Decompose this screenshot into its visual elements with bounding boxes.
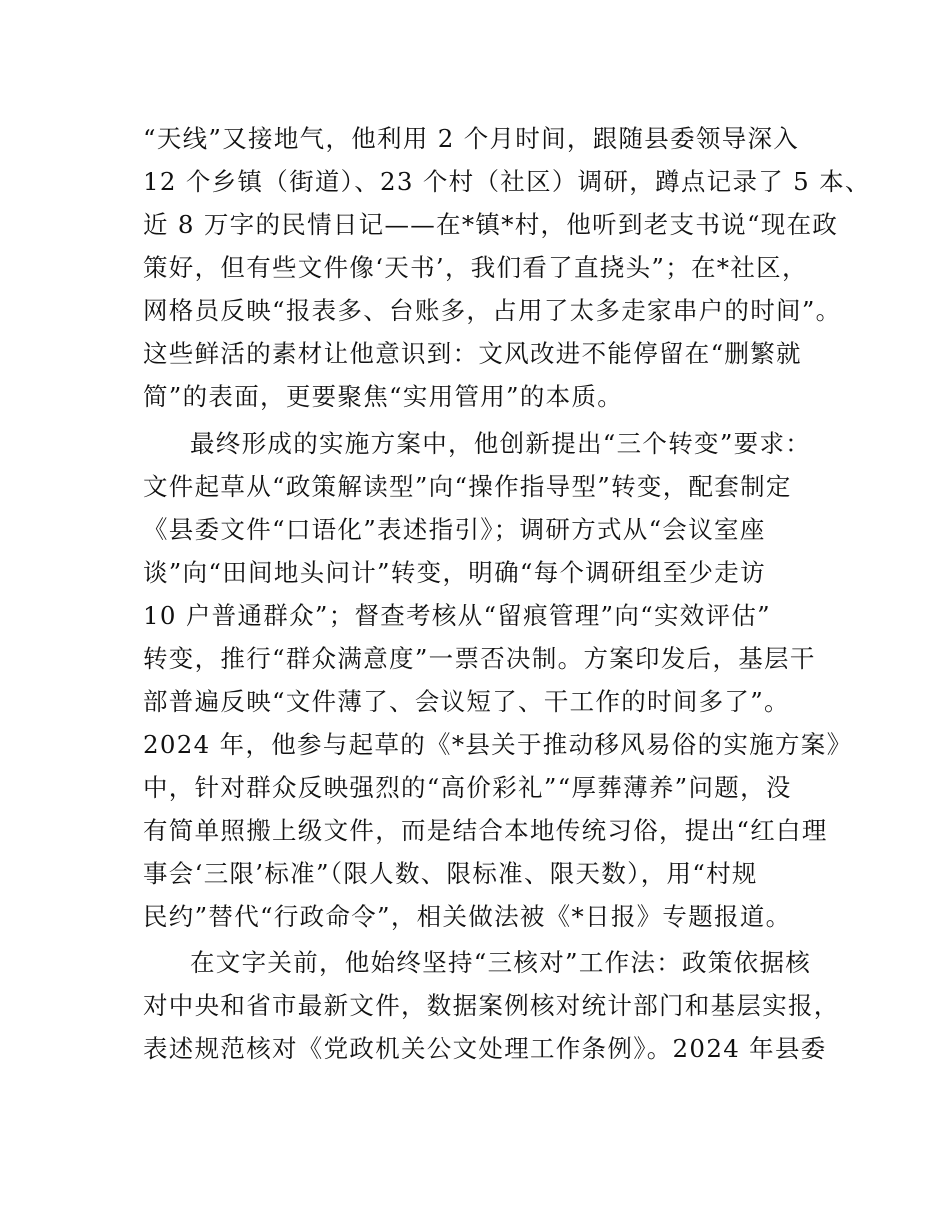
text-line: “天线”又接地气，他利用 2 个月时间，跟随县委领导深入 <box>143 124 800 153</box>
text-line: 民约”替代“行政命令”，相关做法被《*日报》专题报道。 <box>143 902 792 931</box>
text-line: 谈”向“田间地头问计”转变，明确“每个调研组至少走访 <box>143 558 766 587</box>
text-line: 策好，但有些文件像‘天书’，我们看了直挠头”；在*社区， <box>143 253 808 282</box>
text-line: 中，针对群众反映强烈的“高价彩礼”“厚葬薄养”问题，没 <box>143 773 792 802</box>
paragraph-first-line: 在文字关前，他始终坚持“三核对”工作法：政策依据核 <box>190 948 812 977</box>
text-line: 转变，推行“群众满意度”一票否决制。方案印发后，基层干 <box>143 644 816 673</box>
text-line: 网格员反映“报表多、台账多，占用了太多走家串户的时间”。 <box>143 296 842 325</box>
text-line: 有简单照搬上级文件，而是结合本地传统习俗，提出“红白理 <box>143 816 828 845</box>
text-line: 事会‘三限’标准”（限人数、限标准、限天数），用“村规 <box>143 859 758 888</box>
text-line: 表述规范核对《党政机关公文处理工作条例》。2024 年县委 <box>143 1034 827 1063</box>
paragraph-first-line: 最终形成的实施方案中，他创新提出“三个转变”要求： <box>190 429 812 458</box>
text-line: 《县委文件“口语化”表述指引》；调研方式从“会议室座 <box>143 515 766 544</box>
text-line: 2024 年，他参与起草的《*县关于推动移风易俗的实施方案》 <box>143 730 853 759</box>
text-line: 10 户普通群众”；督查考核从“留痕管理”向“实效评估” <box>143 601 771 630</box>
text-line: 12 个乡镇（街道）、23 个村（社区）调研，蹲点记录了 5 本、 <box>143 167 871 196</box>
text-line: 部普遍反映“文件薄了、会议短了、干工作的时间多了”。 <box>143 687 790 716</box>
text-line: 近 8 万字的民情日记——在*镇*村，他听到老支书说“现在政 <box>143 210 839 239</box>
text-line: 这些鲜活的素材让他意识到：文风改进不能停留在“删繁就 <box>143 339 802 368</box>
text-line: 对中央和省市最新文件，数据案例核对统计部门和基层实报， <box>143 991 840 1020</box>
text-line: 文件起草从“政策解读型”向“操作指导型”转变，配套制定 <box>143 472 792 501</box>
text-line: 简”的表面，更要聚焦“实用管用”的本质。 <box>143 382 624 411</box>
